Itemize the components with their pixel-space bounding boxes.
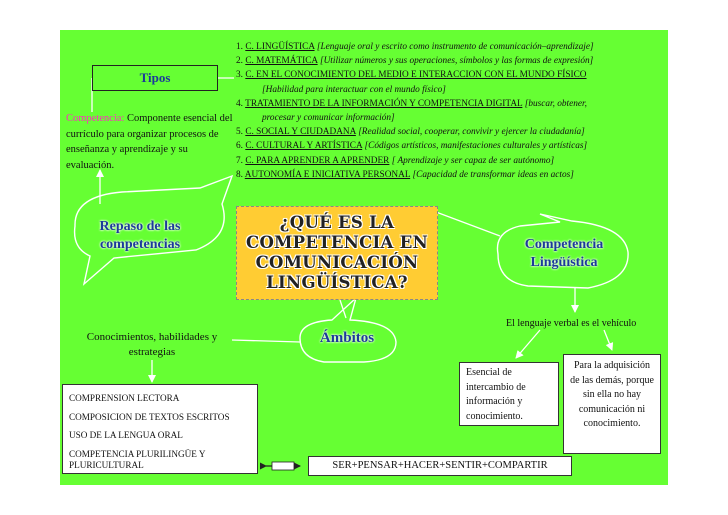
main-title-line-3: COMUNICACIÓN: [255, 253, 419, 272]
competencia-number: 5.: [236, 127, 243, 138]
area-item: COMPOSICION DE TEXTOS ESCRITOS: [69, 411, 230, 422]
competencia-desc: [Códigos artísticos, manifestaciones culturales y artísticas]: [364, 141, 588, 152]
competencia-name: C. SOCIAL Y CIUDADANA: [245, 127, 356, 138]
vehiculo-text: El lenguaje verbal es el vehículo: [506, 318, 637, 329]
competencia-item: [236, 54, 676, 68]
area-item: COMPRENSION LECTORA: [69, 393, 180, 403]
conocimientos-label: Conocimientos, habilidades y estrategias: [86, 331, 218, 358]
competencia-name: C. MATEMÁTICA: [245, 56, 318, 67]
competencia-item: [236, 97, 676, 111]
main-title-line-1: ¿QUÉ ES LA: [279, 213, 395, 232]
competencia-desc: [Realidad social, cooperar, convivir y ejercer la ciudadanía]: [358, 127, 585, 138]
areas-box: [62, 384, 258, 474]
competencia-linguistica-label: Competencia Lingüística: [524, 237, 604, 270]
competencia-number: 7.: [236, 155, 243, 166]
area-item: COMPETENCIA PLURILINGÜE Y: [69, 448, 206, 459]
competencia-number: 4.: [236, 98, 243, 109]
competencia-item: [236, 154, 676, 168]
competencia-item: [236, 40, 676, 54]
definition-term: Competencia:: [66, 113, 125, 124]
competencia-name: TRATAMIENTO DE LA INFORMACIÓN Y COMPETENCIA DIGITAL: [245, 98, 523, 109]
tipos-label: Tipos: [92, 65, 218, 91]
competencia-number: 6.: [236, 141, 243, 152]
competencia-item: [236, 168, 676, 182]
competencia-item: [236, 125, 676, 139]
competencia-name: C. CULTURAL Y ARTÍSTICA: [245, 141, 363, 152]
competencia-number: 1.: [236, 42, 243, 52]
competencia-item: [236, 68, 676, 82]
competencia-name: C. PARA APRENDER A APRENDER: [245, 155, 390, 166]
ambitos-label: Ámbitos: [319, 330, 375, 346]
competencia-name: AUTONOMÍA E INICIATIVA PERSONAL: [244, 169, 411, 180]
competencia-name: C. LINGÜÍSTICA: [245, 42, 315, 52]
competencia-desc: procesar y comunicar información]: [262, 113, 395, 124]
competencia-desc: [Utilizar números y sus operaciones, símbolos y las formas de expresión]: [319, 56, 594, 67]
esencial-box: Esencial de intercambio de información y conocimiento.: [459, 362, 559, 426]
main-question-box: [236, 206, 438, 300]
para-box: Para la adquisición de las demás, porque sin ella no hay comunicación ni conocimiento.: [563, 354, 661, 454]
competencia-desc-cont: [236, 111, 676, 125]
competencia-number: 8.: [236, 169, 243, 180]
competencias-list: [236, 40, 676, 182]
repaso-label: Repaso de las competencias: [99, 219, 181, 252]
competencia-desc: [Habilidad para interactuar con el mundo físico]: [262, 84, 446, 95]
competencia-name: C. EN EL CONOCIMIENTO DEL MEDIO E INTERACCION CON EL MUNDO FÍSICO: [245, 70, 587, 81]
main-title-line-4: LINGÜÍSTICA?: [266, 273, 408, 292]
main-title-line-2: COMPETENCIA EN: [246, 233, 428, 252]
competencia-number: 2.: [236, 56, 243, 67]
competencia-number: 3.: [236, 70, 243, 81]
competencia-item: [236, 139, 676, 153]
definition-text: Componente esencial del currículo para organizar procesos de enseñanza y aprendizaje y su evaluación.: [66, 113, 233, 171]
ser-box: SER+PENSAR+HACER+SENTIR+COMPARTIR: [308, 456, 572, 476]
competencia-desc: [Lenguaje oral y escrito como instrumento de comunicación–aprendizaje]: [316, 42, 594, 52]
area-item: PLURICULTURAL: [69, 459, 144, 470]
area-item: USO DE LA LENGUA ORAL: [69, 430, 183, 440]
competencia-desc: [buscar, obtener,: [524, 98, 587, 109]
competencia-desc: [ Aprendizaje y ser capaz de ser autónomo]: [391, 155, 555, 166]
competencia-desc-cont: [236, 83, 676, 97]
competencia-definition: [66, 111, 236, 173]
competencia-desc: [Capacidad de transformar ideas en actos]: [412, 169, 574, 180]
